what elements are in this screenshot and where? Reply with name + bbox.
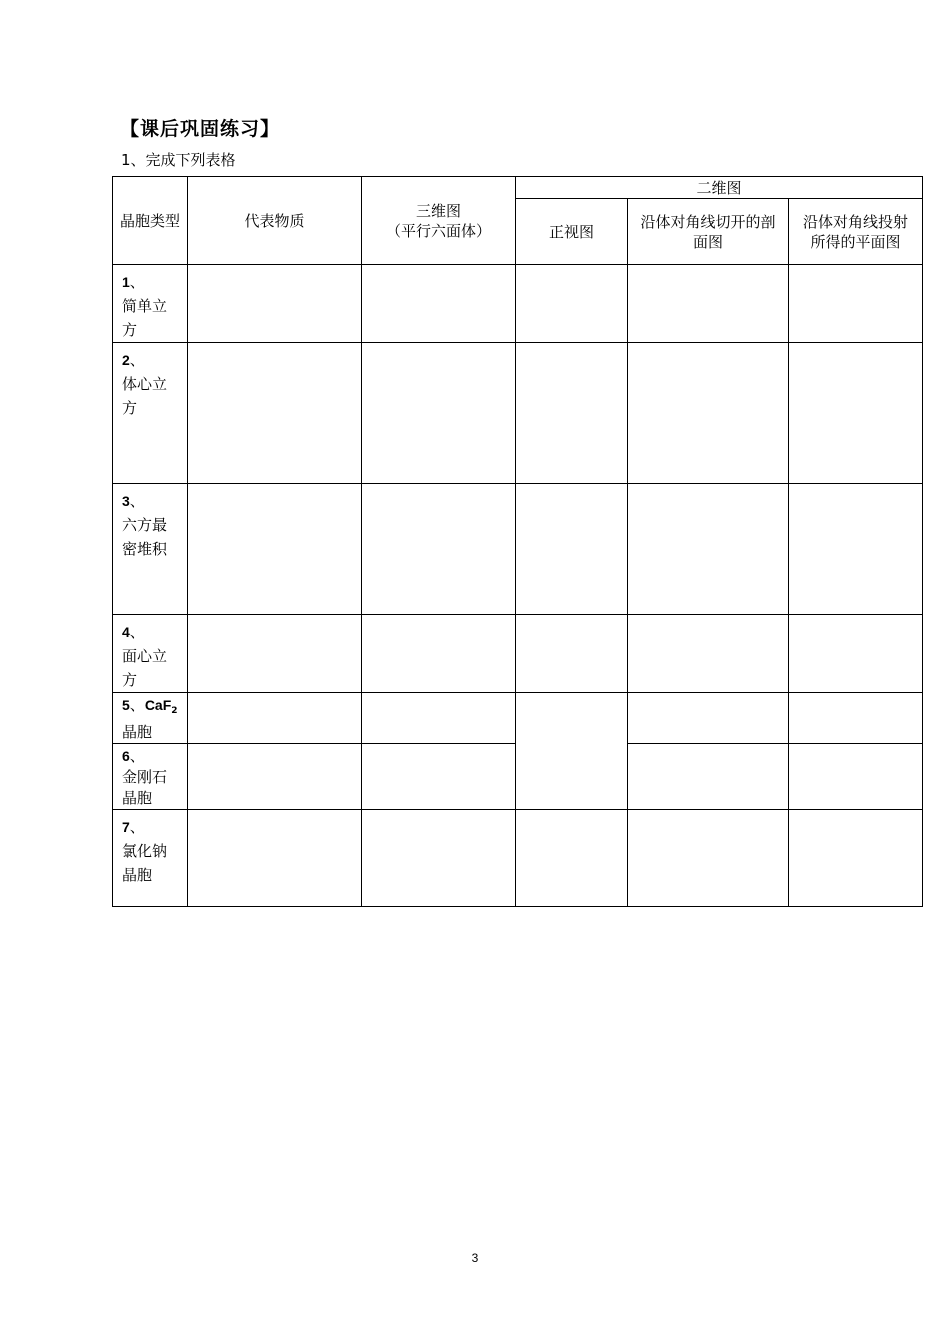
row-label: 7、 氯化钠晶胞 <box>113 810 188 907</box>
answer-cell[interactable] <box>628 484 789 615</box>
answer-cell[interactable] <box>789 693 923 744</box>
answer-cell[interactable] <box>516 484 628 615</box>
answer-cell[interactable] <box>628 810 789 907</box>
row-label: 6、 金刚石晶胞 <box>113 744 188 810</box>
page-number: 3 <box>471 1251 479 1265</box>
header-diagonal-section: 沿体对角线切开的剖面图 <box>628 199 789 265</box>
answer-cell[interactable] <box>789 744 923 810</box>
table-row <box>113 810 923 907</box>
answer-cell[interactable] <box>628 693 789 744</box>
exercise-prompt: 1、完成下列表格 <box>121 151 236 169</box>
row-label: 2、 体心立方 <box>113 343 188 484</box>
answer-cell[interactable] <box>789 615 923 693</box>
answer-cell[interactable] <box>516 810 628 907</box>
answer-cell[interactable] <box>188 484 362 615</box>
table-row <box>113 693 923 744</box>
answer-cell[interactable] <box>362 615 516 693</box>
header-front-view: 正视图 <box>516 199 628 265</box>
answer-cell[interactable] <box>362 484 516 615</box>
answer-cell[interactable] <box>188 744 362 810</box>
header-substance: 代表物质 <box>188 177 362 265</box>
header-3d-view: 三维图 （平行六面体） <box>362 177 516 265</box>
answer-cell[interactable] <box>362 693 516 744</box>
answer-cell[interactable] <box>188 693 362 744</box>
answer-cell[interactable] <box>516 615 628 693</box>
answer-cell[interactable] <box>188 615 362 693</box>
answer-cell[interactable] <box>188 343 362 484</box>
answer-cell[interactable] <box>789 484 923 615</box>
answer-cell[interactable] <box>789 343 923 484</box>
answer-cell[interactable] <box>789 265 923 343</box>
answer-cell-merged[interactable] <box>516 693 628 810</box>
answer-cell[interactable] <box>789 810 923 907</box>
answer-cell[interactable] <box>628 615 789 693</box>
answer-cell[interactable] <box>516 343 628 484</box>
row-label: 4、 面心立方 <box>113 615 188 693</box>
crystal-cell-table <box>112 176 923 907</box>
row-label: 1、 简单立方 <box>113 265 188 343</box>
table-row <box>113 343 923 484</box>
table-row <box>113 615 923 693</box>
answer-cell[interactable] <box>628 744 789 810</box>
answer-cell[interactable] <box>628 265 789 343</box>
header-diagonal-projection: 沿体对角线投射所得的平面图 <box>789 199 923 265</box>
table-row <box>113 484 923 615</box>
answer-cell[interactable] <box>362 744 516 810</box>
answer-cell[interactable] <box>362 810 516 907</box>
row-label: 3、 六方最密堆积 <box>113 484 188 615</box>
answer-cell[interactable] <box>516 265 628 343</box>
row-label: 5、CaF$_2$ 晶胞 <box>113 693 188 744</box>
answer-cell[interactable] <box>362 265 516 343</box>
answer-cell[interactable] <box>188 265 362 343</box>
answer-cell[interactable] <box>628 343 789 484</box>
table-row <box>113 265 923 343</box>
section-heading: 【课后巩固练习】 <box>120 118 281 140</box>
answer-cell[interactable] <box>188 810 362 907</box>
answer-cell[interactable] <box>362 343 516 484</box>
header-cell-type: 晶胞类型 <box>113 177 188 265</box>
header-2d-view: 二维图 <box>516 177 923 199</box>
